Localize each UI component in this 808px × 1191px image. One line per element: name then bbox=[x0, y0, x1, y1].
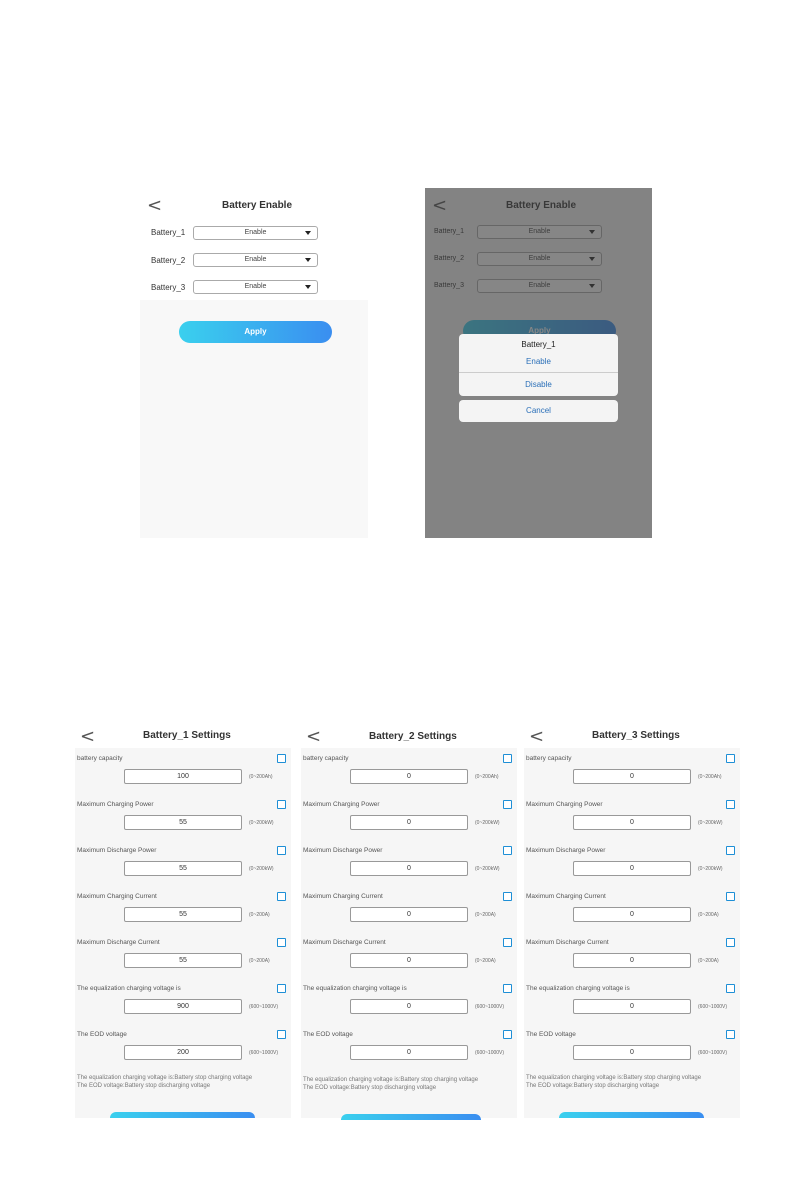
equalization-voltage-input[interactable]: 900 bbox=[124, 999, 242, 1014]
max-discharge-power-checkbox[interactable] bbox=[277, 846, 286, 855]
note-eod: The EOD voltage:Battery stop discharging voltage bbox=[526, 1083, 660, 1089]
option-enable[interactable]: Enable bbox=[526, 357, 551, 366]
eod-voltage-range: (600~1000V) bbox=[698, 1050, 728, 1056]
equalization-voltage-checkbox[interactable] bbox=[726, 984, 735, 993]
max-charging-power-label: Maximum Charging Power bbox=[77, 801, 154, 808]
note-equalization: The equalization charging voltage is:Battery stop charging voltage bbox=[77, 1075, 253, 1081]
max-discharge-current-checkbox[interactable] bbox=[277, 938, 286, 947]
max-discharge-current-input[interactable]: 0 bbox=[350, 953, 468, 968]
max-charging-power-input[interactable]: 0 bbox=[350, 815, 468, 830]
divider bbox=[459, 372, 618, 373]
max-discharge-current-input[interactable]: 55 bbox=[124, 953, 242, 968]
max-discharge-current-checkbox[interactable] bbox=[726, 938, 735, 947]
max-discharge-current-label: Maximum Discharge Current bbox=[526, 939, 609, 946]
page-title: Battery_1 Settings bbox=[143, 730, 231, 741]
save-button[interactable] bbox=[341, 1114, 481, 1120]
battery-3-label: Battery_3 bbox=[151, 283, 186, 292]
max-charging-current-range: (0~200A) bbox=[249, 912, 270, 918]
max-charging-power-input[interactable]: 0 bbox=[573, 815, 691, 830]
settings-screen-2 bbox=[301, 723, 517, 1118]
eod-voltage-checkbox[interactable] bbox=[503, 1030, 512, 1039]
max-discharge-current-input[interactable]: 0 bbox=[573, 953, 691, 968]
eod-voltage-label: The EOD voltage bbox=[303, 1031, 353, 1038]
apply-button[interactable]: Apply bbox=[179, 321, 332, 343]
battery-capacity-input[interactable]: 0 bbox=[350, 769, 468, 784]
max-charging-power-range: (0~200kW) bbox=[249, 820, 274, 826]
eod-voltage-range: (600~1000V) bbox=[249, 1050, 279, 1056]
battery-capacity-label: battery capacity bbox=[303, 755, 349, 762]
battery-capacity-input[interactable]: 0 bbox=[573, 769, 691, 784]
battery-enable-screen bbox=[140, 188, 368, 538]
max-charging-current-checkbox[interactable] bbox=[277, 892, 286, 901]
action-sheet-title: Battery_1 bbox=[521, 340, 556, 349]
battery-capacity-checkbox[interactable] bbox=[503, 754, 512, 763]
max-discharge-power-label: Maximum Discharge Power bbox=[303, 847, 383, 854]
max-charging-power-label: Maximum Charging Power bbox=[526, 801, 603, 808]
eod-voltage-checkbox[interactable] bbox=[726, 1030, 735, 1039]
eod-voltage-label: The EOD voltage bbox=[77, 1031, 127, 1038]
max-discharge-power-input[interactable]: 0 bbox=[350, 861, 468, 876]
max-discharge-current-range: (0~200A) bbox=[249, 958, 270, 964]
max-charging-current-input[interactable]: 0 bbox=[350, 907, 468, 922]
battery-capacity-checkbox[interactable] bbox=[726, 754, 735, 763]
action-sheet bbox=[459, 334, 618, 396]
eod-voltage-input[interactable]: 0 bbox=[350, 1045, 468, 1060]
battery-capacity-checkbox[interactable] bbox=[277, 754, 286, 763]
battery-capacity-range: (0~200Ah) bbox=[475, 774, 499, 780]
max-charging-power-checkbox[interactable] bbox=[503, 800, 512, 809]
equalization-voltage-input[interactable]: 0 bbox=[350, 999, 468, 1014]
max-charging-current-range: (0~200A) bbox=[475, 912, 496, 918]
battery-capacity-label: battery capacity bbox=[77, 755, 123, 762]
back-button[interactable]: < bbox=[80, 726, 96, 747]
battery-capacity-input[interactable]: 100 bbox=[124, 769, 242, 784]
battery-1-select[interactable] bbox=[193, 226, 318, 240]
save-button[interactable] bbox=[110, 1112, 255, 1118]
max-discharge-power-label: Maximum Discharge Power bbox=[77, 847, 157, 854]
eod-voltage-input[interactable]: 200 bbox=[124, 1045, 242, 1060]
max-discharge-current-range: (0~200A) bbox=[698, 958, 719, 964]
eod-voltage-range: (600~1000V) bbox=[475, 1050, 505, 1056]
max-discharge-power-checkbox[interactable] bbox=[503, 846, 512, 855]
max-charging-power-checkbox[interactable] bbox=[726, 800, 735, 809]
equalization-voltage-label: The equalization charging voltage is bbox=[303, 985, 407, 992]
max-charging-current-label: Maximum Charging Current bbox=[526, 893, 606, 900]
back-button[interactable]: < bbox=[306, 726, 322, 747]
battery-2-select[interactable] bbox=[193, 253, 318, 267]
note-equalization: The equalization charging voltage is:Battery stop charging voltage bbox=[526, 1075, 702, 1081]
battery-capacity-range: (0~200Ah) bbox=[698, 774, 722, 780]
max-discharge-power-range: (0~200kW) bbox=[249, 866, 274, 872]
max-discharge-power-input[interactable]: 0 bbox=[573, 861, 691, 876]
battery-1-select-value: Enable bbox=[244, 229, 267, 236]
eod-voltage-label: The EOD voltage bbox=[526, 1031, 576, 1038]
equalization-voltage-range: (600~1000V) bbox=[698, 1004, 728, 1010]
battery-2-select-value: Enable bbox=[244, 256, 267, 263]
max-discharge-current-label: Maximum Discharge Current bbox=[77, 939, 160, 946]
page-title: Battery_3 Settings bbox=[592, 730, 680, 741]
max-discharge-power-range: (0~200kW) bbox=[475, 866, 500, 872]
max-discharge-power-input[interactable]: 55 bbox=[124, 861, 242, 876]
max-charging-current-label: Maximum Charging Current bbox=[303, 893, 383, 900]
cancel-label: Cancel bbox=[526, 406, 551, 415]
max-charging-current-checkbox[interactable] bbox=[503, 892, 512, 901]
note-eod: The EOD voltage:Battery stop discharging voltage bbox=[303, 1085, 437, 1091]
settings-screen-1 bbox=[75, 723, 291, 1118]
equalization-voltage-checkbox[interactable] bbox=[503, 984, 512, 993]
back-button[interactable]: < bbox=[529, 726, 545, 747]
note-equalization: The equalization charging voltage is:Battery stop charging voltage bbox=[303, 1077, 479, 1083]
battery-3-select[interactable] bbox=[193, 280, 318, 294]
max-discharge-current-range: (0~200A) bbox=[475, 958, 496, 964]
max-discharge-power-range: (0~200kW) bbox=[698, 866, 723, 872]
cancel-button[interactable] bbox=[459, 400, 618, 422]
equalization-voltage-range: (600~1000V) bbox=[475, 1004, 505, 1010]
battery-capacity-label: battery capacity bbox=[526, 755, 572, 762]
battery-2-label: Battery_2 bbox=[151, 256, 186, 265]
max-discharge-power-checkbox[interactable] bbox=[726, 846, 735, 855]
max-discharge-current-checkbox[interactable] bbox=[503, 938, 512, 947]
save-button[interactable] bbox=[559, 1112, 704, 1118]
equalization-voltage-range: (600~1000V) bbox=[249, 1004, 279, 1010]
back-button[interactable]: < bbox=[147, 195, 163, 216]
max-charging-current-checkbox[interactable] bbox=[726, 892, 735, 901]
max-charging-power-input[interactable]: 55 bbox=[124, 815, 242, 830]
eod-voltage-input[interactable]: 0 bbox=[573, 1045, 691, 1060]
max-discharge-power-label: Maximum Discharge Power bbox=[526, 847, 606, 854]
equalization-voltage-label: The equalization charging voltage is bbox=[526, 985, 630, 992]
equalization-voltage-checkbox[interactable] bbox=[277, 984, 286, 993]
equalization-voltage-label: The equalization charging voltage is bbox=[77, 985, 181, 992]
max-charging-current-input[interactable]: 0 bbox=[573, 907, 691, 922]
max-charging-power-checkbox[interactable] bbox=[277, 800, 286, 809]
page-title: Battery Enable bbox=[222, 200, 293, 211]
option-disable[interactable]: Disable bbox=[525, 380, 552, 389]
battery-1-label: Battery_1 bbox=[151, 228, 186, 237]
chevron-down-icon bbox=[305, 231, 311, 235]
max-charging-current-range: (0~200A) bbox=[698, 912, 719, 918]
battery-enable-popup-screen bbox=[425, 188, 652, 538]
page-title: Battery_2 Settings bbox=[369, 731, 457, 742]
max-charging-power-range: (0~200kW) bbox=[475, 820, 500, 826]
chevron-down-icon bbox=[305, 258, 311, 262]
equalization-voltage-input[interactable]: 0 bbox=[573, 999, 691, 1014]
max-charging-power-range: (0~200kW) bbox=[698, 820, 723, 826]
max-discharge-current-label: Maximum Discharge Current bbox=[303, 939, 386, 946]
note-eod: The EOD voltage:Battery stop discharging voltage bbox=[77, 1083, 211, 1089]
battery-capacity-range: (0~200Ah) bbox=[249, 774, 273, 780]
max-charging-current-input[interactable]: 55 bbox=[124, 907, 242, 922]
chevron-down-icon bbox=[305, 285, 311, 289]
battery-3-select-value: Enable bbox=[244, 283, 267, 290]
settings-screen-3 bbox=[524, 723, 740, 1118]
max-charging-current-label: Maximum Charging Current bbox=[77, 893, 157, 900]
max-charging-power-label: Maximum Charging Power bbox=[303, 801, 380, 808]
eod-voltage-checkbox[interactable] bbox=[277, 1030, 286, 1039]
